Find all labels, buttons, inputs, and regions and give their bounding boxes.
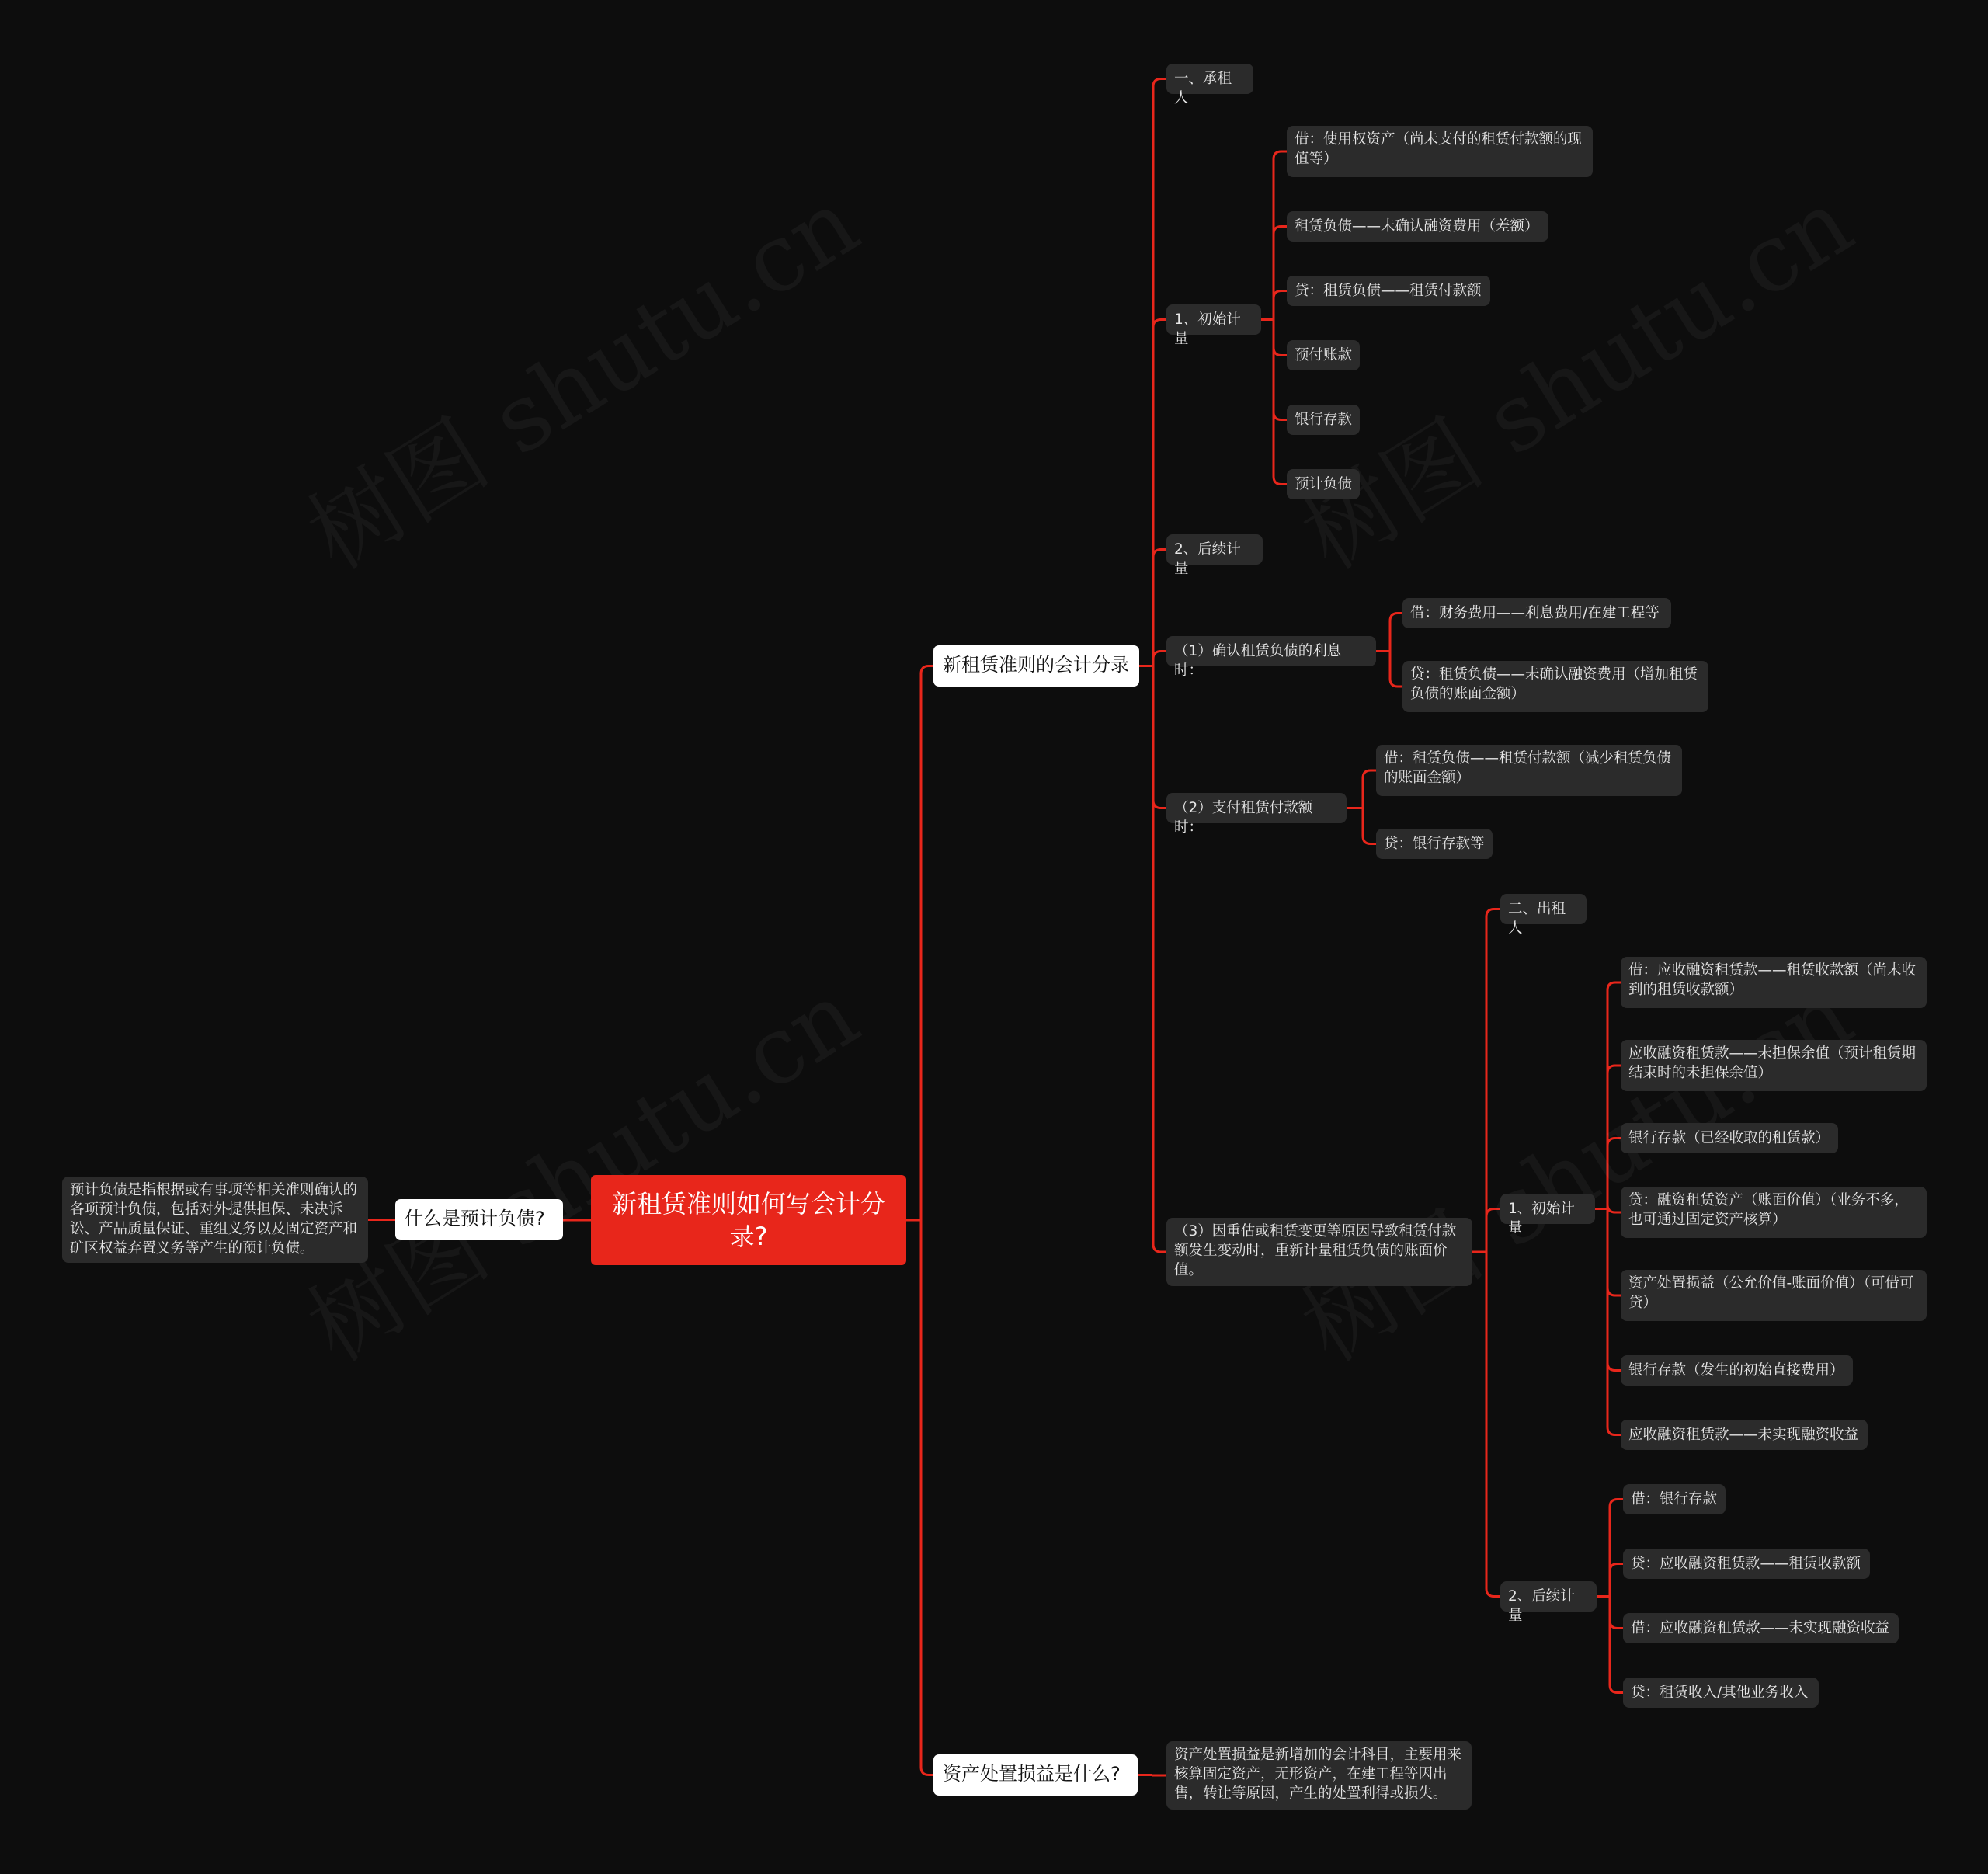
- interest-entry-item[interactable]: 借：财务费用——利息费用/在建工程等: [1402, 598, 1671, 628]
- lessor-subsequent-measurement[interactable]: 2、后续计量: [1500, 1581, 1597, 1612]
- connector-line: [1274, 291, 1287, 320]
- lessor-initial-item[interactable]: 应收融资租赁款——未实现融资收益: [1621, 1420, 1868, 1450]
- topic-accounting-entries[interactable]: 新租赁准则的会计分录: [933, 645, 1139, 687]
- lease-payment[interactable]: （2）支付租赁付款额时：: [1166, 793, 1347, 823]
- connector-line: [1153, 550, 1166, 666]
- connector-line: [1274, 227, 1287, 320]
- asset-disposal-note[interactable]: 资产处置损益是新增加的会计科目，主要用来核算固定资产，无形资产，在建工程等因出售，转让等原因，产生的处置利得或损失。: [1166, 1741, 1472, 1810]
- connector-line: [1486, 1252, 1500, 1597]
- lessor-initial-item[interactable]: 贷：融资租赁资产（账面价值）（业务不多，也可通过固定资产核算）: [1621, 1187, 1927, 1238]
- lessee-initial-measurement[interactable]: 1、初始计量: [1166, 304, 1261, 335]
- connector-line: [1390, 652, 1402, 687]
- connector-line: [1610, 1597, 1623, 1693]
- lessor-subsequent-item[interactable]: 贷：应收融资租赁款——租赁收款额: [1623, 1549, 1870, 1579]
- connector-line: [1153, 320, 1166, 666]
- lessor-heading[interactable]: 二、出租人: [1500, 894, 1587, 924]
- lessee-initial-item[interactable]: 银行存款: [1287, 405, 1360, 435]
- lessee-heading[interactable]: 一、承租人: [1166, 64, 1253, 94]
- connector-line: [1607, 1209, 1621, 1371]
- lessee-initial-item[interactable]: 预计负债: [1287, 469, 1360, 499]
- connector-line: [1153, 79, 1166, 666]
- connector-line: [1274, 320, 1287, 420]
- lessee-subsequent-measurement[interactable]: 2、后续计量: [1166, 534, 1263, 565]
- topic-what-is-provision[interactable]: 什么是预计负债?: [395, 1199, 563, 1240]
- lessee-initial-item[interactable]: 租赁负债——未确认融资费用（差额）: [1287, 211, 1548, 242]
- connector-line: [1363, 808, 1376, 844]
- payment-entry-item[interactable]: 贷：银行存款等: [1376, 829, 1493, 859]
- connector-line: [1153, 652, 1166, 666]
- connector-line: [1607, 1139, 1621, 1209]
- remeasurement[interactable]: （3）因重估或租赁变更等原因导致租赁付款额发生变动时，重新计量租赁负债的账面价值。: [1166, 1218, 1472, 1286]
- connector-line: [1486, 909, 1500, 1253]
- provision-definition-note[interactable]: 预计负债是指根据或有事项等相关准则确认的各项预计负债，包括对外提供担保、未决诉讼、产品质量保证、重组义务以及固定资产和矿区权益弃置义务等产生的预计负债。: [62, 1177, 368, 1263]
- connector-line: [1610, 1500, 1623, 1597]
- topic-asset-disposal-gain[interactable]: 资产处置损益是什么?: [933, 1754, 1138, 1796]
- connector-line: [1486, 1209, 1500, 1253]
- lessor-initial-item[interactable]: 银行存款（发生的初始直接费用）: [1621, 1355, 1853, 1386]
- connector-line: [1153, 666, 1166, 808]
- interest-recognition[interactable]: （1）确认租赁负债的利息时：: [1166, 636, 1376, 666]
- lessee-initial-item[interactable]: 贷：租赁负债——租赁付款额: [1287, 276, 1490, 306]
- interest-entry-item[interactable]: 贷：租赁负债——未确认融资费用（增加租赁负债的账面金额）: [1402, 661, 1708, 712]
- connector-line: [1363, 770, 1376, 808]
- root-topic[interactable]: 新租赁准则如何写会计分录?: [591, 1175, 906, 1265]
- lessor-subsequent-item[interactable]: 借：应收融资租赁款——未实现融资收益: [1623, 1613, 1899, 1643]
- connector-line: [921, 666, 933, 1221]
- lessor-initial-measurement[interactable]: 1、初始计量: [1500, 1194, 1595, 1224]
- connector-line: [1274, 320, 1287, 485]
- lessor-initial-item[interactable]: 资产处置损益（公允价值-账面价值）（可借可贷）: [1621, 1270, 1927, 1321]
- lessee-initial-item[interactable]: 预付账款: [1287, 340, 1360, 370]
- connector-line: [1607, 1209, 1621, 1435]
- connector-line: [1607, 1209, 1621, 1296]
- connector-line: [1610, 1564, 1623, 1597]
- connector-line: [1274, 320, 1287, 356]
- lessor-initial-item[interactable]: 银行存款（已经收取的租赁款）: [1621, 1123, 1838, 1153]
- connector-line: [1607, 982, 1621, 1209]
- connector-line: [1610, 1597, 1623, 1629]
- connector-line: [1607, 1205, 1621, 1212]
- payment-entry-item[interactable]: 借：租赁负债——租赁付款额（减少租赁负债的账面金额）: [1376, 745, 1682, 796]
- lessor-initial-item[interactable]: 应收融资租赁款——未担保余值（预计租赁期结束时的未担保余值）: [1621, 1040, 1927, 1091]
- lessee-initial-item[interactable]: 借：使用权资产（尚未支付的租赁付款额的现值等）: [1287, 126, 1593, 177]
- connector-line: [1153, 666, 1166, 1253]
- connector-line: [1390, 614, 1402, 652]
- connector-line: [921, 1220, 933, 1775]
- lessor-subsequent-item[interactable]: 借：银行存款: [1623, 1484, 1726, 1514]
- lessor-initial-item[interactable]: 借：应收融资租赁款——租赁收款额（尚未收到的租赁收款额）: [1621, 957, 1927, 1008]
- lessor-subsequent-item[interactable]: 贷：租赁收入/其他业务收入: [1623, 1678, 1819, 1708]
